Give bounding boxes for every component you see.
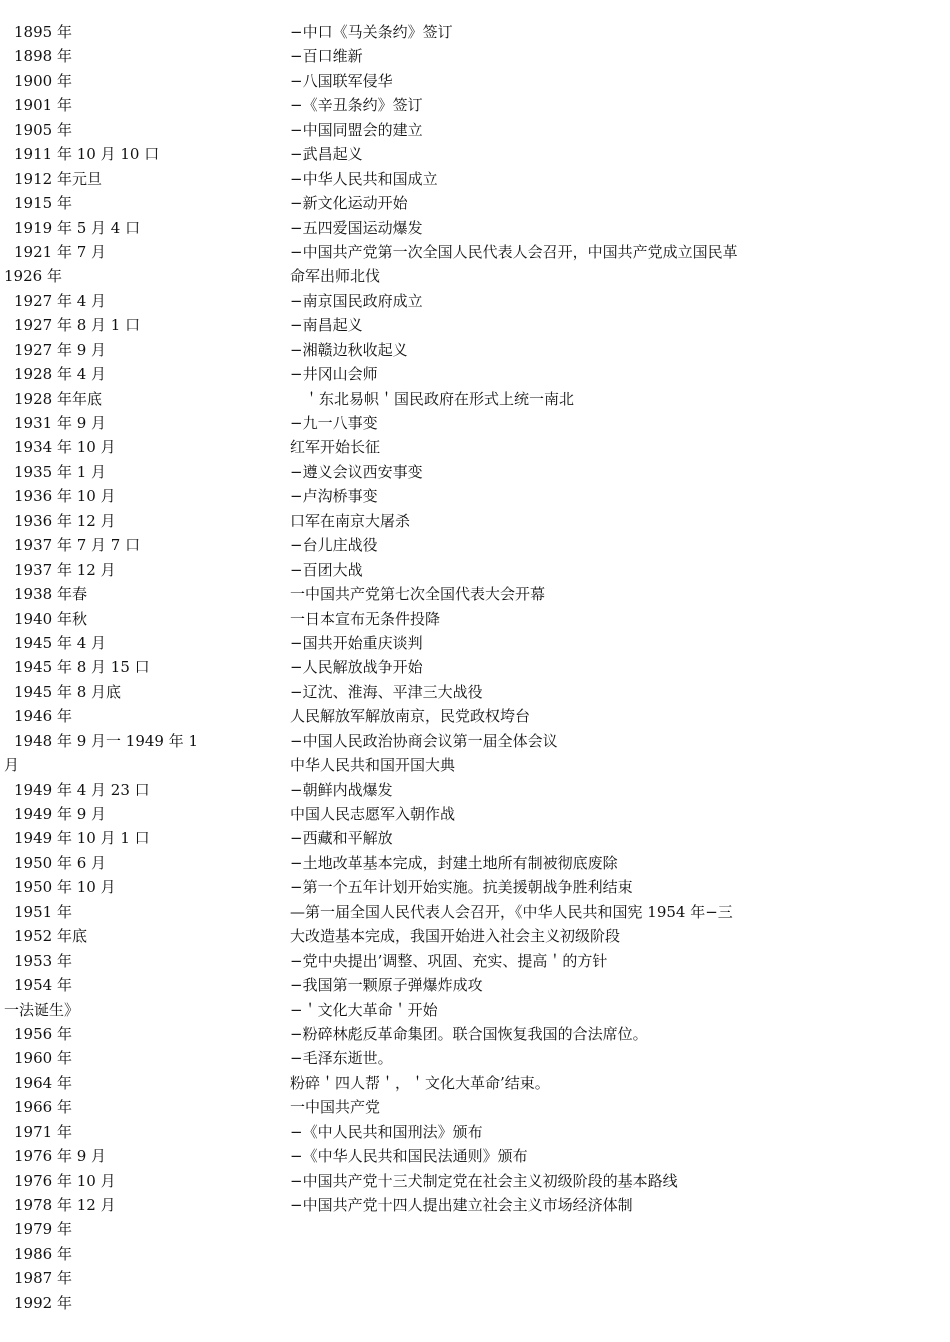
year-line: 1919 年 5 月 4 口	[14, 218, 141, 237]
year-line: 1911 年 10 月 10 口	[14, 145, 160, 164]
year-line: 1992 年	[14, 1293, 72, 1312]
year-line: 1979 年	[14, 1220, 72, 1239]
event-line: −第一个五年计划开始实施。抗美援朝战争胜利结束	[290, 878, 633, 897]
event-line: −中国共产党十四人提出建立社会主义市场经济体制	[290, 1196, 633, 1214]
event-line: 中国人民志愿军入朝作战	[290, 805, 456, 823]
event-line: −《辛丑条约》签订	[290, 96, 423, 115]
event-line: 口军在南京大屠杀	[290, 511, 411, 530]
event-line: −五四爱国运动爆发	[290, 218, 423, 237]
event-line: −党中央提出’调整、巩固、充实、提高＇的方针	[290, 951, 608, 970]
event-line: −粉碎林彪反革命集团。联合国恢复我国的合法席位。	[290, 1024, 648, 1043]
event-line: 一日本宣布无条件投降	[290, 609, 441, 628]
event-line: —第一届全国人民代表人会召开，《中华人民共和国宪 1954 年−三	[290, 902, 733, 921]
event-column	[290, 20, 850, 1217]
year-line: 1978 年 12 月	[14, 1196, 116, 1214]
year-line: 1927 年 4 月	[14, 291, 107, 310]
event-line: −中国同盟会的建立	[290, 120, 423, 139]
event-line: −我国第一颗原子弹爆炸成攻	[290, 976, 483, 995]
event-line: −南京国民政府成立	[290, 291, 423, 310]
event-line: −南昌起义	[290, 316, 363, 335]
year-column	[4, 20, 274, 1315]
year-line: 1936 年 12 月	[14, 511, 116, 530]
year-line: 1934 年 10 月	[14, 438, 116, 457]
event-line: −中口《马关条约》签订	[290, 23, 453, 41]
year-line: 1937 年 7 月 7 口	[14, 536, 141, 555]
event-line: 一中国共产党第七次全国代表大会开幕	[290, 585, 546, 604]
year-line: 1945 年 8 月 15 口	[14, 658, 150, 677]
year-line: 1905 年	[14, 120, 72, 139]
event-line: −卢沟桥事变	[290, 487, 378, 506]
year-line: 1945 年 4 月	[14, 633, 107, 652]
year-line: 1950 年 6 月	[14, 853, 107, 872]
year-line: 1954 年	[14, 976, 72, 995]
year-line: 1895 年	[14, 23, 72, 41]
event-line: −九一八事变	[290, 414, 378, 432]
year-line: 1926 年	[4, 267, 62, 286]
year-line: 1971 年	[14, 1122, 72, 1141]
event-line: −＇文化大革命＇开始	[290, 1000, 438, 1019]
year-line: 1912 年元旦	[14, 169, 102, 188]
event-line: 命军出师北伐	[290, 267, 381, 286]
year-line: 一法诞生》	[4, 1000, 80, 1019]
event-line: ＇东北易帜＇国民政府在形式上统一南北	[304, 389, 575, 408]
event-line: −人民解放战争开始	[290, 658, 423, 677]
event-line: −井冈山会师	[290, 365, 378, 384]
year-line: 1936 年 10 月	[14, 487, 116, 506]
event-line: 中华人民共和国开国大典	[290, 756, 456, 775]
event-line: 大改造基本完成，我国开始进入社会主义初级阶段	[290, 927, 621, 946]
year-line: 1964 年	[14, 1073, 72, 1092]
year-line: 1935 年 1 月	[14, 462, 107, 481]
event-line: −中国共产党十三犬制定党在社会主义初级阶段的基本路线	[290, 1171, 678, 1190]
year-line: 1937 年 12 月	[14, 560, 116, 579]
year-line: 1949 年 10 月 1 口	[14, 829, 150, 848]
event-line: −百团大战	[290, 560, 363, 579]
event-line: 红军开始长征	[290, 438, 381, 457]
year-line: 1915 年	[14, 194, 72, 213]
event-line: −中国人民政治协商会议第一届全体会议	[290, 731, 558, 750]
year-line: 1986 年	[14, 1244, 72, 1263]
year-line: 1953 年	[14, 951, 72, 970]
year-line: 1966 年	[14, 1098, 72, 1117]
event-line: −《中人民共和国刑法》颁布	[290, 1122, 483, 1141]
year-line: 1952 年底	[14, 927, 87, 946]
event-line: −毛泽东逝世。	[290, 1049, 393, 1068]
event-line: −台儿庄战役	[290, 536, 378, 555]
event-line: −八国联军侵华	[290, 71, 393, 90]
event-line: −武昌起义	[290, 145, 363, 164]
event-line: −西藏和平解放	[290, 829, 393, 848]
event-line: −中国共产党第一次全国人民代表人会召开，中国共产党成立国民革	[290, 242, 738, 261]
event-line: 人民解放军解放南京，民党政权垮台	[290, 707, 531, 726]
year-line: 1938 年春	[14, 585, 87, 604]
year-line: 1949 年 9 月	[14, 805, 107, 823]
year-line: 1921 年 7 月	[14, 242, 107, 261]
event-line: −《中华人民共和国民法通则》颁布	[290, 1147, 528, 1166]
year-line: 1946 年	[14, 707, 72, 726]
year-line: 1898 年	[14, 47, 72, 66]
year-line: 1928 年 4 月	[14, 365, 107, 384]
event-line: 一中国共产党	[290, 1098, 381, 1117]
year-line: 1951 年	[14, 902, 72, 921]
event-line: −辽沈、淮海、平津三大战役	[290, 682, 483, 701]
year-line: 1960 年	[14, 1049, 72, 1068]
year-line: 1940 年秋	[14, 609, 87, 628]
year-line: 1956 年	[14, 1024, 72, 1043]
event-line: −新文化运动开始	[290, 194, 408, 213]
year-line: 1948 年 9 月一 1949 年 1	[14, 731, 199, 750]
event-line: −土地改革基本完成，封建土地所有制被彻底废除	[290, 853, 618, 872]
year-line: 1949 年 4 月 23 口	[14, 780, 150, 799]
year-line: 1976 年 10 月	[14, 1171, 116, 1190]
year-line: 1987 年	[14, 1269, 72, 1288]
year-line: 1976 年 9 月	[14, 1147, 107, 1166]
event-line: −国共开始重庆谈判	[290, 633, 423, 652]
event-line: −百口维新	[290, 47, 363, 66]
event-line: −中华人民共和国成立	[290, 169, 438, 188]
year-line: 1927 年 9 月	[14, 340, 107, 359]
event-line: −朝鲜内战爆发	[290, 780, 393, 799]
year-line: 1900 年	[14, 71, 72, 90]
event-line: −遵义会议西安事变	[290, 462, 423, 481]
year-line: 1927 年 8 月 1 口	[14, 316, 141, 335]
year-line: 1950 年 10 月	[14, 878, 116, 897]
event-line: 粉碎＇四人帮＇，＇文化大革命’结束。	[290, 1073, 550, 1092]
year-line: 1931 年 9 月	[14, 414, 107, 432]
year-line: 1928 年年底	[14, 389, 102, 408]
event-line: −湘赣边秋收起义	[290, 340, 408, 359]
year-line: 1945 年 8 月底	[14, 682, 122, 701]
year-line: 1901 年	[14, 96, 72, 115]
year-line: 月	[4, 756, 20, 775]
